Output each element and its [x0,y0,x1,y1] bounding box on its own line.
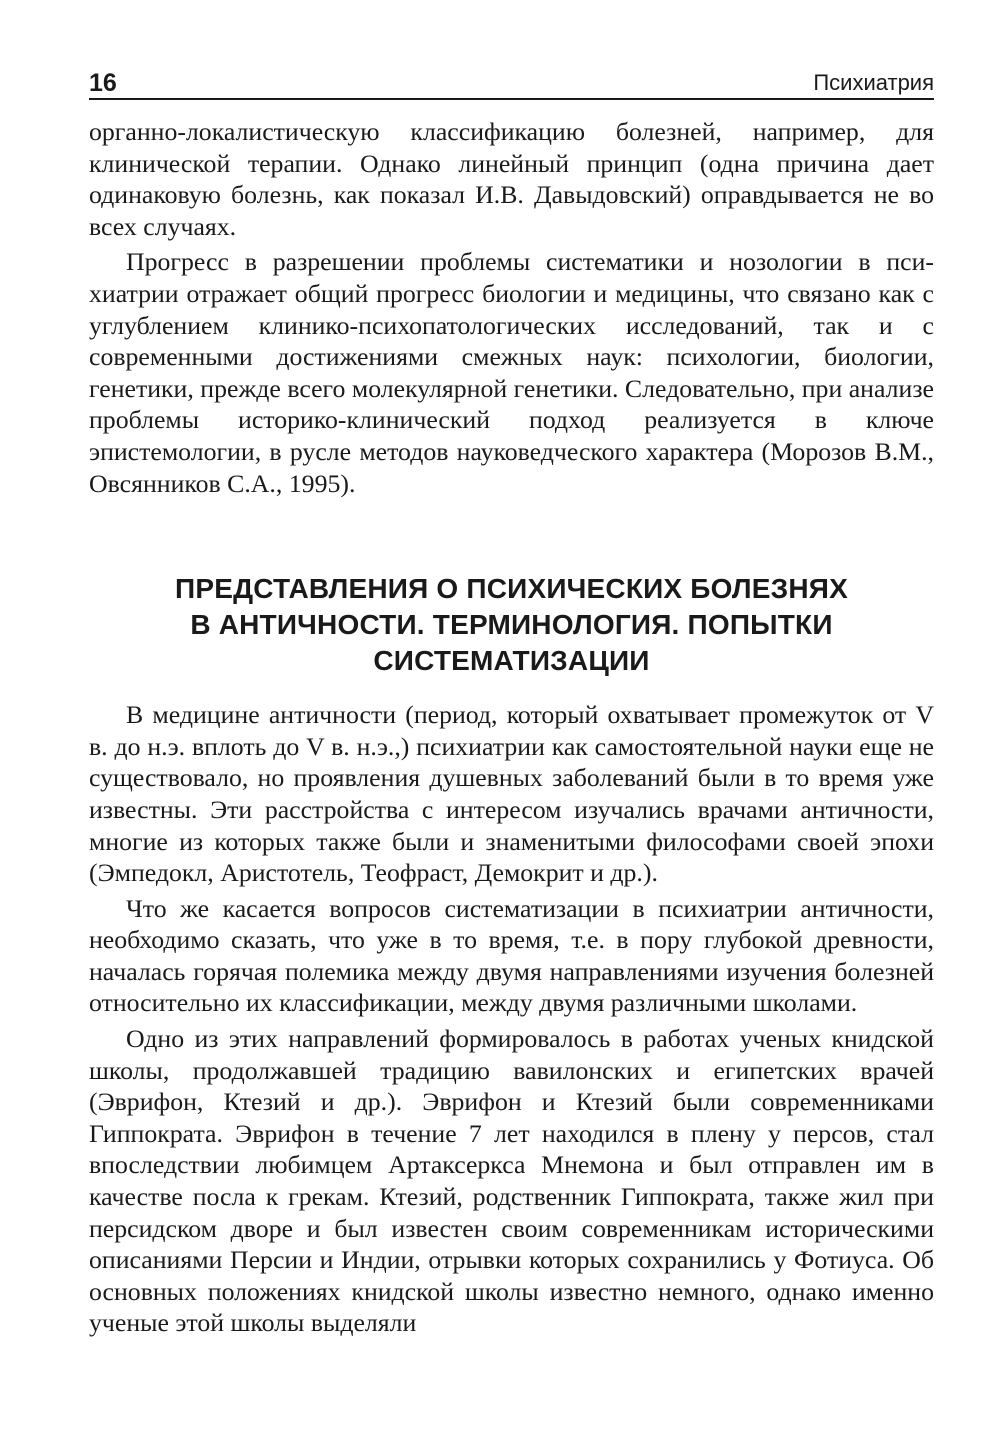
paragraph-antiquity: В медицине античности (период, который охватывает промежуток от V в. до н.э. вплоть до V в. н.э.,) психиатрии как самостоятельной науки еще не существовало, но проявления душевных заболеваний были в то время уже известны. Эти расстройства с интересом изучались врачами античности, многие из которых также были и знаменитыми философами своей эпохи (Эмпедокл, Аристотель, Теофраст, Демокрит и др.). [89,700,934,888]
running-title: Психиатрия [813,70,934,95]
section-heading [89,571,934,679]
paragraph-knidian-school: Одно из этих направлений формировалось в работах ученых книдской школы, продолжавшей традицию вавилонских и египетских врачей (Эврифон, Ктезий и др.). Эврифон и Ктезий были современниками Гиппократа. Эврифон в течение 7 лет находился в плену у персов, стал впоследствии любимцем Артаксеркса Мнемона и был отправлен им в качестве посла к грекам. Ктезий, родственник Гиппократа, также жил при персидском дворе и был известен своим современникам историческими описаниями Персии и Индии, отрывки которых сохранились у Фотиуса. Об основных положениях книдской школы известно немного, однако именно ученые этой школы выделяли [89,1024,934,1338]
book-page [89,62,934,1339]
paragraph-continued: органно-локалистическую классификацию болезней, например, для клинической терапии. Однако линейный принцип (одна причина дает одинаковую болезнь, как показал И.В. Давыдовский) оправдывается не во всех случаях. [89,117,934,241]
section-heading-line: ПРЕДСТАВЛЕНИЯ О ПСИХИЧЕСКИХ БОЛЕЗНЯХ [175,573,848,605]
paragraph-systematization: Что же касается вопросов систематизации в психиатрии античности, необходимо сказать, что уже в то время, т.е. в пору глубокой древности, началась горячая полемика между двумя направлениями изучения болезней относительно их классификации, между двумя различными школами. [89,893,934,1018]
section-heading-line: СИСТЕМАТИЗАЦИИ [373,645,650,677]
running-head [89,62,934,100]
paragraph-progress: Прогресс в разрешении проблемы систематики и нозологии в психиатрии отражает общий прогресс биологии и медицины, что связано как с углублением клинико-психопатологических исследований, так и с современными достижениями смежных наук: психологии, биологии, генетики, прежде всего молекулярной генетики. Следовательно, при анализе проблемы историко-клинический подход реализуется в ключе эпистемологии, в русле методов науковедческого характера (Морозов В.М., Овсянников С.А., 1995). [89,247,934,498]
section-heading-line: В АНТИЧНОСТИ. ТЕРМИНОЛОГИЯ. ПОПЫТКИ [190,609,833,641]
page-number: 16 [89,69,117,97]
